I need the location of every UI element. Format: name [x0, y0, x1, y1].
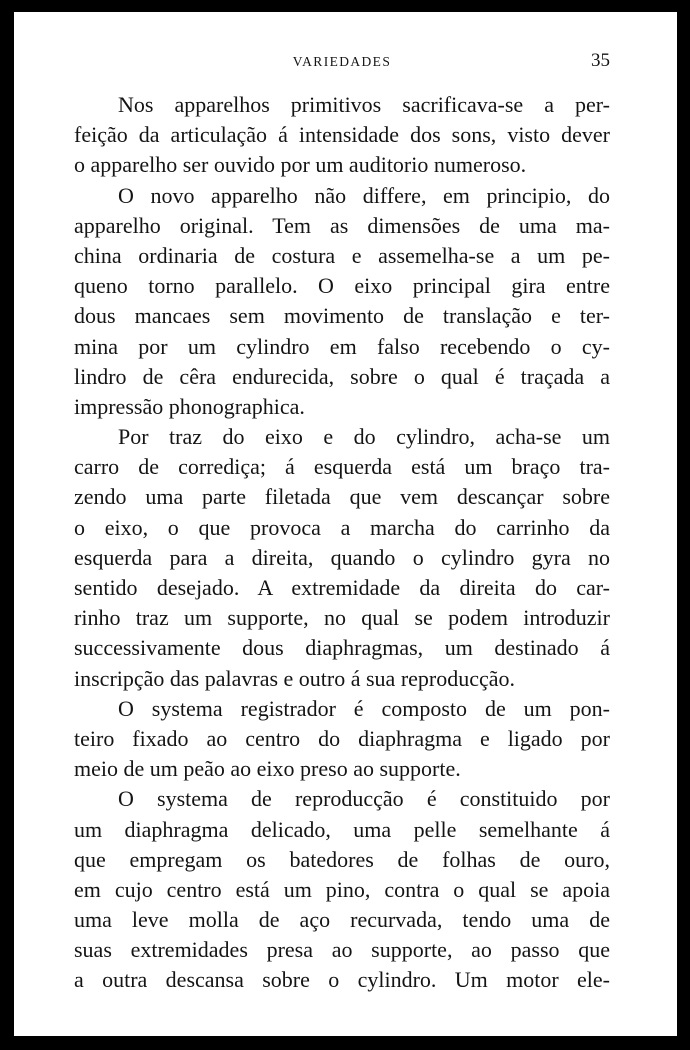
text-line: em cujo centro está um pino, contra o qual se apoia: [74, 876, 610, 902]
paragraph: [74, 694, 610, 785]
text-line: china ordinaria de costura e assemelha-se a um pe-: [74, 242, 610, 268]
text-line: sentido desejado. A extremidade da direita do car-: [74, 575, 610, 600]
page-number: 35: [591, 50, 610, 71]
text-line: successivamente dous diaphragmas, um destinado á: [74, 635, 610, 661]
text-line: teiro fixado ao centro do diaphragma e ligado por: [74, 725, 610, 751]
text-line: mina por um cylindro em falso recebendo o cy-: [74, 333, 610, 359]
text-line: O systema registrador é composto de um pon-: [118, 695, 610, 721]
text-line: Por traz do eixo e do cylindro, acha-se um: [118, 424, 610, 450]
text-line: O novo apparelho não differe, em principio, do: [118, 182, 610, 208]
paragraph: [74, 181, 610, 423]
text-line: O systema de reproducção é constituido por: [118, 786, 610, 812]
paragraph: [74, 90, 610, 181]
text-line: inscripção das palavras e outro á sua reproducção.: [74, 665, 516, 691]
paragraph: [74, 784, 610, 995]
text-line: apparelho original. Tem as dimensões de uma ma-: [74, 212, 610, 238]
text-line: o eixo, o que provoca a marcha do carrinho da: [74, 514, 610, 540]
text-line: suas extremidades presa ao supporte, ao passo que: [74, 937, 610, 963]
text-line: um diaphragma delicado, uma pelle semelhante á: [74, 816, 610, 842]
paragraph: [74, 422, 610, 694]
text-line: que empregam os batedores de folhas de ouro,: [74, 846, 610, 872]
text-line: dous mancaes sem movimento de translação e ter-: [74, 303, 610, 329]
text-line: queno torno parallelo. O eixo principal gira entre: [74, 273, 610, 299]
text-line: meio de um peão ao eixo preso ao supporte.: [74, 756, 461, 782]
running-header: [74, 50, 610, 74]
text-line: Nos apparelhos primitivos sacrificava-se a per-: [118, 92, 610, 117]
body-text: [74, 90, 610, 996]
book-page: [14, 12, 677, 1036]
text-line: zendo uma parte filetada que vem descançar sobre: [74, 484, 610, 510]
text-line: esquerda para a direita, quando o cylindro gyra no: [74, 544, 610, 570]
running-title: VARIEDADES: [292, 54, 392, 69]
text-line: rinho traz um supporte, no qual se podem introduzir: [74, 605, 610, 631]
text-line: uma leve molla de aço recurvada, tendo uma de: [74, 907, 610, 933]
text-line: feição da articulação á intensidade dos sons, visto dever: [74, 122, 610, 148]
text-line: impressão phonographica.: [74, 393, 305, 419]
text-line: o apparelho ser ouvido por um auditorio numeroso.: [74, 152, 527, 178]
text-line: carro de corrediça; á esquerda está um braço tra-: [74, 454, 610, 480]
text-line: a outra descansa sobre o cylindro. Um motor ele-: [74, 967, 610, 993]
text-line: lindro de cêra endurecida, sobre o qual é traçada a: [74, 363, 610, 389]
